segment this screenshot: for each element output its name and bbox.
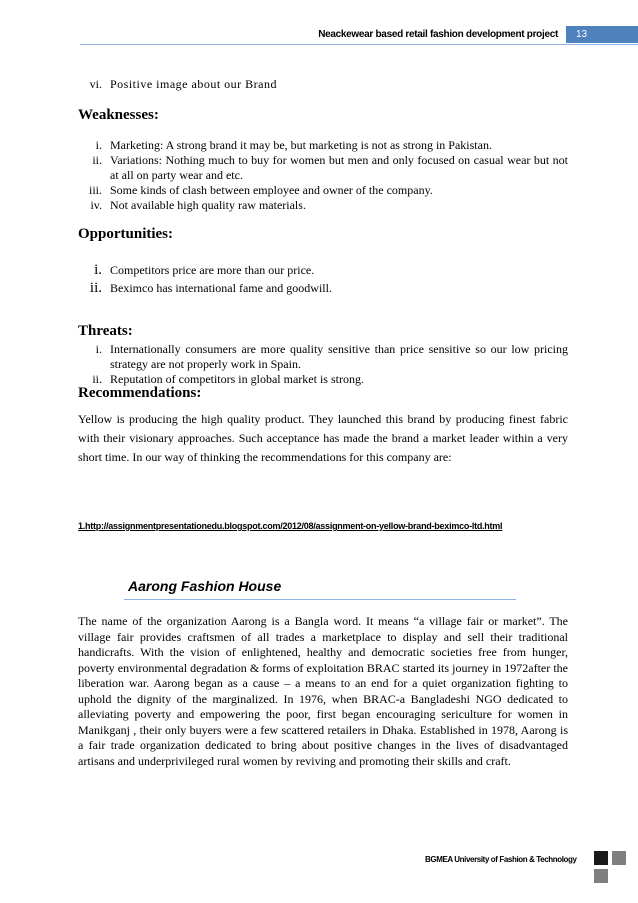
- list-item: i. Competitors price are more than our price.: [94, 262, 315, 278]
- list-item: vi. Positive image about our Brand: [89, 77, 277, 91]
- aarong-paragraph: The name of the organization Aarong is a Bangla word. It means “a village fair or market”. The village fair provides craftsmen of all trades a marketplace to display and sell their traditional handicrafts. With the vision of enlightened, healthy and democratic societies free from hunger, poverty environmental degradation & forms of exploitation BRAC started its journey in 1972after the liberation war. Aarong began as a cause – a means to an end for a quiet organization fighting to uphold the dignity of the marginalized. In 1976, when BRAC-a Bangladeshi NGO dedicated to alleviating poverty and empowering the poor, first began encouraging sericulture for women in Manikganj , their only buyers were a few scattered retailers in Dhaka. Established in 1978, Aarong is a fair trade organization dedicated to bring about positive changes in the lives of disadvantaged artisans and underprivileged rural women by reviving and promoting their skills and craft.: [78, 614, 568, 768]
- threats-heading: Threats:: [78, 323, 133, 339]
- weaknesses-list: [78, 138, 568, 213]
- reference-link[interactable]: 1.http://assignmentpresentationedu.blogspot.com/2012/08/assignment-on-yellow-brand-beximco-ltd.html: [78, 521, 503, 531]
- aarong-heading: Aarong Fashion House: [128, 578, 282, 594]
- threats-list: [78, 342, 568, 387]
- footer-university-name: BGMEA University of Fashion & Technology: [425, 855, 577, 864]
- opportunities-heading: Opportunities:: [78, 226, 174, 242]
- list-item: i. Marketing: A strong brand it may be, but marketing is not as strong in Pakistan.: [95, 138, 492, 152]
- list-item: ii. Beximco has international fame and goodwill.: [89, 280, 332, 296]
- header-rule: [80, 44, 638, 45]
- aarong-heading-rule: [124, 599, 516, 600]
- weaknesses-heading: Weaknesses:: [78, 107, 159, 123]
- page-number-badge: 13: [566, 26, 638, 43]
- list-item: ii. Variations: Nothing much to buy for women but men and only focused on casual wear but not at all on party wear and etc.: [92, 153, 568, 182]
- opportunities-list: [78, 261, 568, 297]
- list-item: ii. Reputation of competitors in global market is strong.: [92, 372, 364, 386]
- footer-square-dark: [594, 851, 608, 865]
- footer-square-gray-lower: [594, 869, 608, 883]
- page-header-title: Neackewear based retail fashion development project: [318, 29, 558, 40]
- list-item: iii. Some kinds of clash between employee and owner of the company.: [88, 183, 433, 197]
- footer-square-gray: [612, 851, 626, 865]
- recommendations-heading: Recommendations:: [78, 385, 202, 401]
- recommendations-paragraph: Yellow is producing the high quality product. They launched this brand by producing finest fabric with their visionary approaches. Such acceptance has made the brand a market leader within a very short time. In our way of thinking the recommendations for this company are:: [78, 412, 568, 464]
- list-item: iv. Not available high quality raw materials.: [90, 198, 306, 212]
- list-item: i. Internationally consumers are more quality sensitive than price sensitive so our low pricing strategy are not properly work in Spain.: [95, 342, 568, 371]
- strengths-list-tail: [78, 77, 568, 92]
